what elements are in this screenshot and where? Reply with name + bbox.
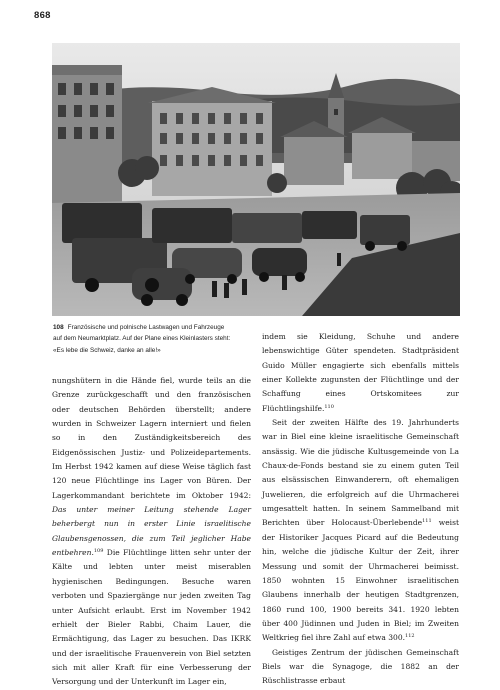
paragraph-text: Geistiges Zentrum der jüdischen Gemeinschaft Biels war die Synagoge, die 1882 an der Rüschlistrasse erbaut [262,647,459,686]
footnote-ref: 112 [405,633,415,640]
paragraph-text: Seit der zweiten Hälfte des 19. Jahrhunderts war in Biel eine kleine israelitische Gemeinschaft ansässig. Wie die jüdische Kultusgemeinde von La Chaux-de-Fonds bestand sie zu einem guten Teil aus elsässischen Einwanderern, oft ehemaligen Juwelieren, die erfolgreich auf die Uhrmacherei umgesattelt hatten. In seinem Sammelband mit Berichten über Holocaust-Überlebende [262,418,459,528]
figure-number: 108 [53,324,64,331]
paragraph-text: indem sie Kleidung, Schuhe und andere lebenswichtige Güter spendeten. Stadtpräsident Guido Müller engagierte sich ebenfalls mittels einer Kollekte zugunsten der Flüchtlinge und der Schaffung eines Ortskomitees zur Flüchtlingshilfe. [262,332,459,413]
paragraph [52,374,251,690]
page-number: 868 [34,10,51,21]
paragraph-text: weist der Historiker Jacques Picard auf die Bedeutung hin, welche die jüdische Kultur der Zeit, ihrer Messung und somit der Uhrmacherei beimisst. 1850 wohnten 15 Einwohner israelitischen Glaubens innerhalb der heutigen Stadtgrenzen, 1860 rund 100, 1900 bereits 341. 1920 lebten über 400 Jüdinnen und Juden in Biel; im Zweiten Weltkrieg fiel ihre Zahl auf etwa 300. [262,518,459,643]
paragraph-text: Die Flüchtlinge litten sehr unter der Kälte und lebten unter meist miserablen hygienischen Bedingungen. Besuche waren verboten und Spaziergänge nur jeden zweiten Tag unter Aufsicht erlaubt. Erst im November 1942 erhielt der Bieler Rabbi, Chaim Lauer, die Ermächtigung, das Lager zu besuchen. Das IKRK und der israelitische Frauenverein von Biel setzten sich mit aller Kraft für eine Verbesserung der Versorgung und der Unterkunft im Lager ein, [52,548,251,687]
footnote-ref: 110 [324,403,334,410]
paragraph [262,330,459,416]
footnote-ref: 109 [93,548,104,555]
figure-caption [53,322,233,356]
text-column-left [52,374,251,690]
paragraph [262,646,459,689]
paragraph-text: nungshütern in die Hände fiel, wurde teils an die Grenze zurückgeschafft und den französischen oder deutschen Behörden überstellt; andere wurden in Schweizer Lagern interniert und fielen so in den Zuständigkeitsbereich des Eidgenössischen Justiz- und Polizeidepartements. Im Herbst 1942 kamen auf diese Weise täglich fast 120 neue Flüchtlinge ins Lager von Büren. Der Lagerkommandant berichtete im Oktober 1942: [52,376,251,500]
text-column-right [262,330,459,689]
historical-photograph [52,43,460,316]
quotation: Das unter meiner Leitung stehende Lager beherbergt nun in erster Linie israelitische Glaubensgenossen, die zum Teil jeglicher Habe entbehren. [52,505,251,558]
paragraph [262,416,459,646]
figure-caption-text: Französische und polnische Lastwagen und Fahrzeuge auf dem Neumarktplatz. Auf der Plane eines Kleinlasters steht: «Es lebe die Schweiz, danke an alle!» [53,324,231,354]
footnote-ref: 111 [422,518,432,525]
